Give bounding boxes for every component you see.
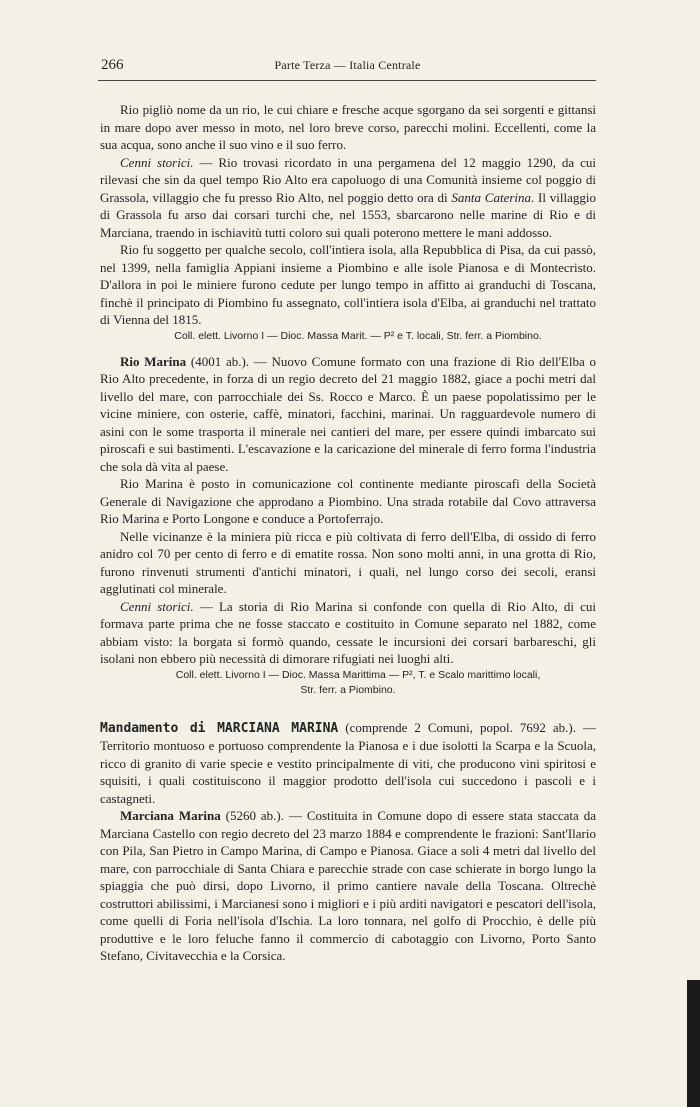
page-header bbox=[101, 57, 594, 77]
rio-paragraph-3: Rio fu soggetto per qualche secolo, coll'intiera isola, alla Repubblica di Pisa, da cui passò, nel 1399, nella famiglia Appiani insieme a Piombino e alle isole Pianosa e di Montecristo. D'allora in poi le miniere furono cedute per lungo tempo in affitto ai granduchi di Toscana, finchè il principato di Piombino fu assegnato, coll'intiera isola d'Elba, ai granduchi nel trattato di Vienna del 1815. bbox=[100, 242, 596, 327]
rio-paragraph-2-text-a: — Rio trovasi ricordato in una pergamena del 12 maggio 1290, da cui rilevasi che sin da quel tempo Rio Alto era capoluogo di una Comunità insieme col poggio di Grassola, villaggio che fu presso Rio Alto, nel poggio detto ora di bbox=[100, 154, 596, 205]
rio-marina-paragraph-1 bbox=[100, 353, 596, 476]
marciana-marina-title: Marciana Marina bbox=[120, 808, 221, 823]
rio-marina-note bbox=[100, 668, 596, 698]
marciana-marina-text: (5260 ab.). — Costituita in Comune dopo di essere stata staccata da Marciana Castello con regio decreto del 23 marzo 1884 e comprendente le frazioni: Sant'Ilario con Pila, San Pietro in Campo Marina, di Campo e Pianosa. Giace a soli 4 metri dal livello del mare, con parrocchiale di Santa Chiara e parecchie strade con case schierate in borgo lungo la spiaggia che può dirsi, dopo Livorno, il primo cantiere navale della Toscana. Oltrechè costruttori abilissimi, i Marcianesi sono i migliori e i più arditi navigatori e pescatori dell'isola, come quelli di Foria nell'isola d'Ischia. La loro tonnara, nel golfo di Procchio, è delle più produttive e le loro feluche fanno il commercio di cabotaggio con Livorno, Porto Santo Stefano, Civitavecchia e la Corsica. bbox=[100, 808, 596, 963]
page-number: 266 bbox=[101, 57, 124, 73]
mandamento-text: (comprende 2 Comuni, popol. 7692 ab.). — Territorio montuoso e portuoso comprendente la Pianosa e i due isolotti la Scarpa e la Scuola, ricco di granito di varie specie e vestito principalmente di viti, che producono vini spiritosi e squisiti, i quali costituiscono il maggior prodotto dell'isola cui succedono i pascoli e i castagneti. bbox=[100, 719, 597, 806]
rio-marina-paragraph-2: Rio Marina è posto in comunicazione col continente mediante piroscafi della Società Generale di Navigazione che approdano a Piombino. Una strada rotabile dal Covo attraversa Rio Marina e Porto Longone e conduce a Portoferrajo. bbox=[100, 476, 596, 526]
cenni-storici-label: Cenni storici. bbox=[120, 154, 194, 170]
marciana-section bbox=[100, 719, 596, 965]
header-rule bbox=[98, 80, 596, 81]
cenni-storici-label: Cenni storici. bbox=[120, 598, 194, 614]
marciana-marina-paragraph bbox=[100, 807, 596, 965]
rio-note: Coll. elett. Livorno I — Dioc. Massa Marit. — P² e T. locali, Str. ferr. a Piombino. bbox=[174, 329, 542, 342]
rio-marina-paragraph-3: Nelle vicinanze è la miniera più ricca e più coltivata di ferro dell'Elba, di ossido di ferro anidro col 70 per cento di ferro e di ematite rossa. Non sono molti anni, in una grotta di Rio, furono rinvenuti strumenti d'antichi minatori, i quali, nel lungo corso dei secoli, eransi agglutinati col minerale. bbox=[100, 528, 596, 596]
mandamento-paragraph bbox=[100, 719, 596, 808]
rio-paragraph-2 bbox=[100, 154, 596, 242]
rio-marina-paragraph-1-text: (4001 ab.). — Nuovo Comune formato con una frazione di Rio dell'Elba o Rio Alto precedente, in forza di un regio decreto del 21 maggio 1882, giace a pochi metri dal livello del mare, con parrocchiale dei Ss. Rocco e Marco. È un paese popolatissimo per le vicine miniere, con osterie, caffè, minatori, facchini, marinai. Un ragguardevole numero di asini con le some trasporta il minerale nei cantieri del mare, per essere quindi imbarcato sui piroscafi e sui bastimenti. L'escavazione e la caricazione del minerale di ferro forma l'industria che sola dà vita al paese. bbox=[100, 353, 596, 474]
page-body bbox=[100, 101, 596, 965]
rio-paragraph-1: Rio pigliò nome da un rio, le cui chiare e fresche acque sgorgano da sei sorgenti e gittansi in mare dopo aver messo in moto, nel loro breve corso, parecchi molini. Eccellenti, come la sua acqua, sono anche il suo vino e il suo ferro. bbox=[100, 102, 596, 152]
rio-paragraph-2-text-b: . Il villaggio di Grassola fu arso dai corsari turchi che, nel 1553, sbarcarono nelle marine di Rio e di Marciana, traendo in ischiavitù tutti coloro sui quali poterono mettere le mani addosso. bbox=[100, 189, 596, 240]
rio-marina-note-line-1: Coll. elett. Livorno I — Dioc. Massa Marittima — P², T. e Scalo marittimo locali, bbox=[175, 668, 541, 681]
mandamento-name: MARCIANA MARINA bbox=[217, 720, 339, 736]
rio-marina-section bbox=[100, 353, 596, 698]
running-title: Parte Terza — Italia Centrale bbox=[274, 58, 421, 72]
rio-marina-paragraph-4-text: — La storia di Rio Marina si confonde con quella di Rio Alto, di cui formava parte prima che ne fosse staccato e costituito in Comune separato nel 1882, come abbiam visto: la borgata si formò quando, cessate le incursioni dei corsari barbareschi, gli isolani non ebbero più necessità di dimorare rifugiati nei luoghi alti. bbox=[100, 598, 596, 666]
rio-marina-title: Rio Marina bbox=[120, 353, 187, 369]
scan-edge-shadow bbox=[687, 980, 700, 1107]
rio-marina-note-line-2: Str. ferr. a Piombino. bbox=[300, 683, 396, 696]
rio-marina-paragraph-4 bbox=[100, 598, 596, 668]
rio-section bbox=[100, 101, 596, 344]
santa-caterina-italic: Santa Caterina bbox=[451, 189, 532, 205]
mandamento-label: Mandamento di bbox=[100, 720, 218, 736]
